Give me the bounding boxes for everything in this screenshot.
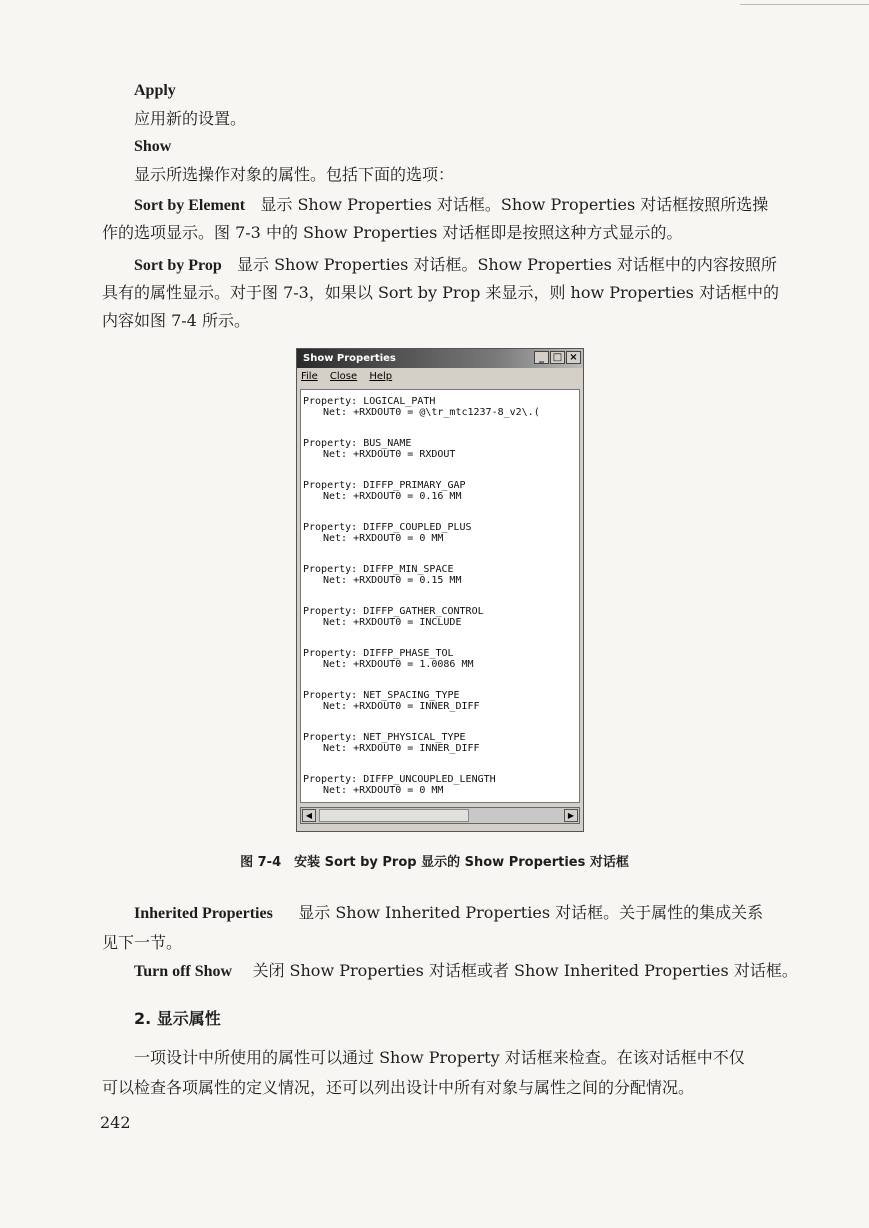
apply-term: Apply	[134, 82, 176, 99]
property-line: Property: DIFFP_PHASE_TOL	[303, 648, 454, 659]
property-line: Property: LOGICAL_PATH	[303, 396, 436, 407]
dialog-title: Show Properties	[303, 353, 396, 364]
turn-off-para	[134, 958, 798, 985]
sort-by-element-para	[134, 192, 768, 219]
net-line: Net: +RXDOUT0 = 0 MM	[323, 533, 444, 544]
sort-by-element-line1: 显示 Show Properties 对话框。Show Properties 对话框按照所选操	[260, 195, 769, 214]
maximize-button[interactable]: □	[550, 351, 565, 364]
net-line: Net: +RXDOUT0 = INCLUDE	[323, 617, 462, 628]
top-rule	[740, 4, 869, 5]
sort-by-prop-term: Sort by Prop	[134, 257, 222, 274]
net-line: Net: +RXDOUT0 = 0.15 MM	[323, 575, 462, 586]
scrollbar-thumb[interactable]	[319, 809, 469, 822]
net-line: Net: +RXDOUT0 = INNER_DIFF	[323, 701, 480, 712]
property-entry	[303, 774, 579, 796]
window-controls	[534, 351, 581, 364]
figure-caption: 图 7-4 安装 Sort by Prop 显示的 Show Properties 对话框	[240, 855, 629, 870]
property-line: Property: DIFFP_PRIMARY_GAP	[303, 480, 466, 491]
sort-by-prop-para	[134, 252, 777, 279]
turn-off-desc: 关闭 Show Properties 对话框或者 Show Inherited Properties 对话框。	[252, 961, 798, 980]
inherited-line2: 见下一节。	[102, 933, 183, 952]
menu-close[interactable]: Close	[329, 371, 358, 382]
inherited-line1: 显示 Show Inherited Properties 对话框。关于属性的集成关系	[298, 903, 764, 922]
minimize-button[interactable]: _	[534, 351, 549, 364]
sort-by-prop-line3: 内容如图 7-4 所示。	[102, 311, 250, 330]
sort-by-element-line2: 作的选项显示。图 7-3 中的 Show Properties 对话框即是按照这种方式显示的。	[102, 223, 683, 242]
inherited-term: Inherited Properties	[134, 905, 273, 922]
property-entry	[303, 606, 579, 628]
body-line2: 可以检查各项属性的定义情况，还可以列出设计中所有对象与属性之间的分配情况。	[102, 1078, 695, 1097]
properties-text-area[interactable]	[300, 389, 580, 803]
dialog-titlebar[interactable]	[297, 349, 583, 368]
property-line: Property: DIFFP_GATHER_CONTROL	[303, 606, 484, 617]
property-entry	[303, 480, 579, 502]
section-heading: 2. 显示属性	[134, 1009, 221, 1028]
net-line: Net: +RXDOUT0 = @\tr_mtc1237-8_v2\.(	[323, 407, 540, 418]
property-line: Property: DIFFP_MIN_SPACE	[303, 564, 454, 575]
property-entry	[303, 648, 579, 670]
property-line: Property: BUS_NAME	[303, 438, 412, 449]
show-desc: 显示所选操作对象的属性。包括下面的选项：	[134, 165, 455, 184]
property-line: Property: DIFFP_COUPLED_PLUS	[303, 522, 472, 533]
net-line: Net: +RXDOUT0 = RXDOUT	[323, 449, 456, 460]
menu-file[interactable]: File	[301, 371, 318, 382]
sort-by-prop-line2: 具有的属性显示。对于图 7-3，如果以 Sort by Prop 来显示，则 how Properties 对话框中的	[102, 283, 779, 302]
property-entry	[303, 522, 579, 544]
property-entry	[303, 396, 579, 418]
close-button[interactable]: ×	[566, 351, 581, 364]
scroll-right-icon[interactable]: ▶	[564, 809, 578, 822]
net-line: Net: +RXDOUT0 = INNER_DIFF	[323, 743, 480, 754]
property-entry	[303, 690, 579, 712]
property-line: Property: NET_PHYSICAL_TYPE	[303, 732, 466, 743]
menu-help[interactable]: Help	[369, 371, 393, 382]
property-entry	[303, 438, 579, 460]
property-line: Property: DIFFP_UNCOUPLED_LENGTH	[303, 774, 496, 785]
horizontal-scrollbar[interactable]	[300, 807, 580, 824]
property-entry	[303, 732, 579, 754]
show-properties-dialog	[296, 348, 584, 832]
inherited-para	[134, 900, 763, 927]
body-line1: 一项设计中所使用的属性可以通过 Show Property 对话框来检查。在该对话框中不仅	[134, 1048, 745, 1067]
sort-by-element-term: Sort by Element	[134, 197, 246, 214]
show-term: Show	[134, 138, 172, 155]
property-line: Property: NET_SPACING_TYPE	[303, 690, 460, 701]
net-line: Net: +RXDOUT0 = 1.0086 MM	[323, 659, 474, 670]
sort-by-prop-line1: 显示 Show Properties 对话框。Show Properties 对话框中的内容按照所	[236, 255, 777, 274]
net-line: Net: +RXDOUT0 = 0 MM	[323, 785, 444, 796]
page-number: 242	[100, 1113, 131, 1132]
property-entry	[303, 564, 579, 586]
net-line: Net: +RXDOUT0 = 0.16 MM	[323, 491, 462, 502]
turn-off-term: Turn off Show	[134, 963, 233, 980]
scroll-left-icon[interactable]: ◀	[302, 809, 316, 822]
menu-bar	[297, 368, 583, 386]
apply-desc: 应用新的设置。	[134, 109, 247, 128]
